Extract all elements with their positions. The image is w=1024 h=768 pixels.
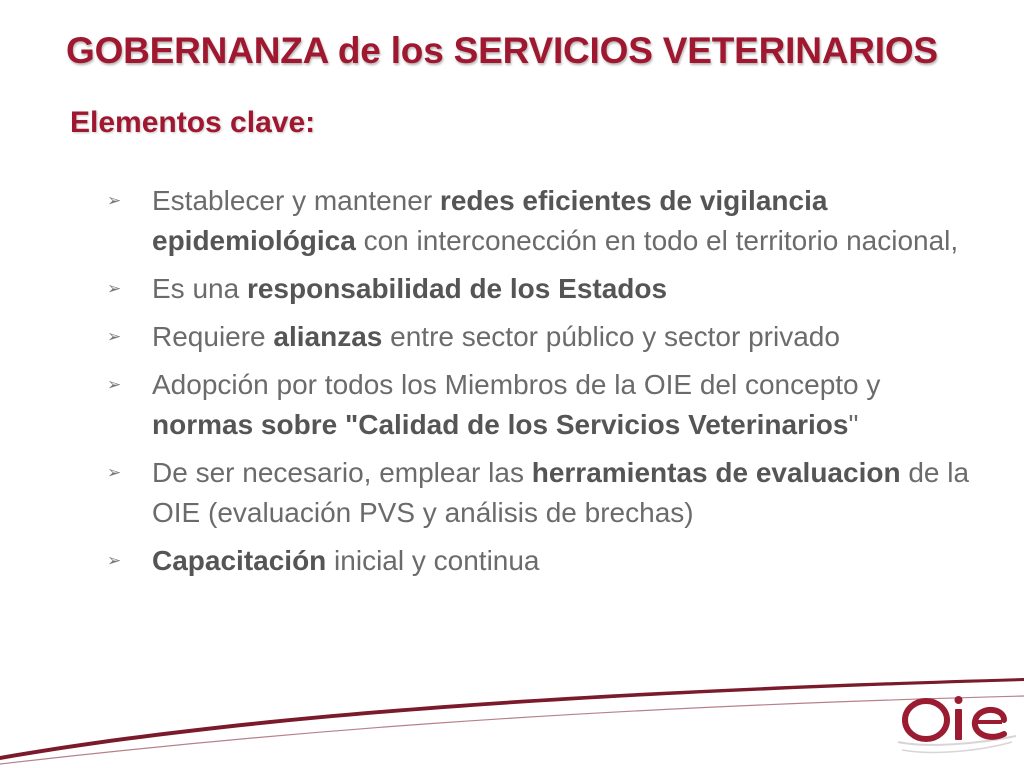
bullet-text-segment: de la OIE (evaluación PVS y análisis de brechas) [152,457,970,528]
bullet-list [107,181,977,589]
bullet-text-bold: herramientas de evaluacion [531,457,901,488]
bullet-text-segment: Establecer y mantener [152,185,440,216]
bullet-text-segment: Adopción por todos los Miembros de la OIE del concepto y [152,369,881,400]
bullet-item [107,453,977,533]
decorative-swoosh [0,650,1024,768]
bullet-text-bold: normas sobre "Calidad de los Servicios Veterinarios [152,409,849,440]
arrow-right-icon: ➢ [107,375,122,394]
bullet-text [152,317,977,357]
arrow-right-icon: ➢ [107,279,122,298]
bullet-text [152,181,977,261]
slide-subtitle: Elementos clave: [70,106,316,139]
bullet-text [152,541,977,581]
bullet-item [107,181,977,261]
oie-logo-icon [892,690,1020,760]
bullet-item [107,541,977,581]
bullet-text-segment: " [848,409,859,440]
bullet-text-segment: Requiere [152,321,274,352]
bullet-text-segment: entre sector público y sector privado [382,321,840,352]
bullet-text-segment: con interconección en todo el territorio nacional, [355,225,959,256]
bullet-text-bold: responsabilidad de los Estados [246,273,668,304]
bullet-text [152,365,977,445]
bullet-text [152,269,977,309]
bullet-text [152,453,977,533]
bullet-item [107,269,977,309]
arrow-right-icon: ➢ [107,327,122,346]
bullet-text-bold: Capacitación [152,545,327,576]
arrow-right-icon: ➢ [107,463,122,482]
slide-title: GOBERNANZA de los SERVICIOS VETERINARIOS [66,30,938,71]
bullet-text-segment: Es una [152,273,247,304]
bullet-text-segment: inicial y continua [326,545,540,576]
bullet-item [107,317,977,357]
bullet-text-segment: De ser necesario, emplear las [152,457,532,488]
arrow-right-icon: ➢ [107,551,122,570]
arrow-right-icon: ➢ [107,191,122,210]
bullet-text-bold: alianzas [273,321,383,352]
bullet-item [107,365,977,445]
bullet-text-bold: redes eficientes de vigilancia epidemiológica [152,185,828,256]
